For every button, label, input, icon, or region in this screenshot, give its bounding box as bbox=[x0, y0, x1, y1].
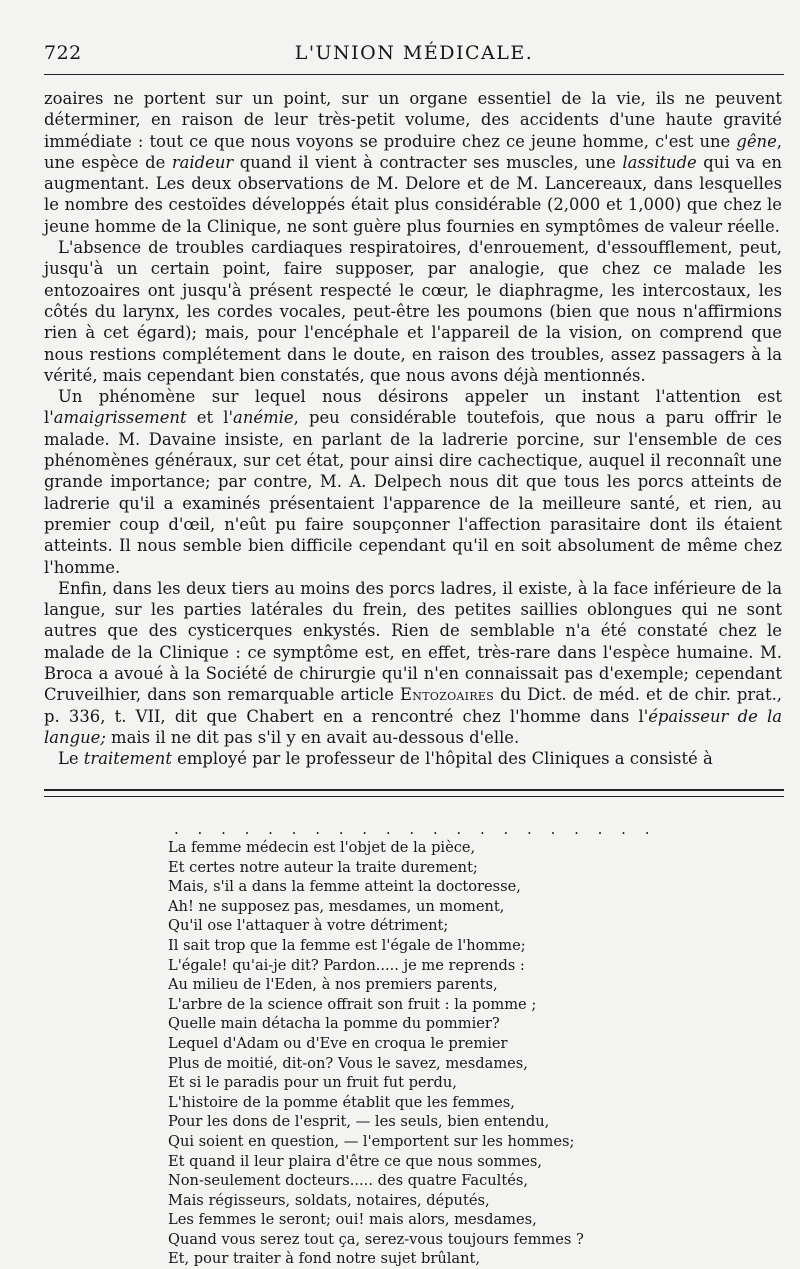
feuilleton-divider bbox=[44, 789, 784, 797]
header-rule bbox=[44, 74, 784, 75]
poem-line: Et si le paradis pour un fruit fut perdu, bbox=[168, 1074, 457, 1092]
page-header bbox=[44, 36, 784, 66]
paragraph-3: Un phénomène sur lequel nous désirons appeler un instant l'attention est l'amaigrissement et l'anémie, peu considérable toutefois, que nous a paru offrir le malade. M. Davaine insiste, en parlant de la ladrerie porcine, sur l'ensemble de ces phénomènes généraux, sur cet état, pour ainsi dire cachectique, auquel il reconnaît une grande importance; par contre, M. A. Delpech nous dit que tous les porcs atteints de ladrerie qu'il a examinés présentaient l'apparence de la meilleure santé, et rien, au premier coup d'œil, n'eût pu faire soupçonner l'affection parasitaire dont ils étaient atteints. Il nous semble bien difficile cependant qu'il en soit absolument de même chez l'homme. bbox=[44, 387, 782, 577]
poem-line: Les femmes le seront; oui! mais alors, mesdames, bbox=[168, 1211, 537, 1229]
poem-line: Et, pour traiter à fond notre sujet brûlant, bbox=[168, 1250, 481, 1268]
poem-line: Et quand il leur plaira d'être ce que nous sommes, bbox=[168, 1152, 542, 1170]
poem-line: Quelle main détacha la pomme du pommier? bbox=[168, 1015, 500, 1033]
paragraph-5: Le traitement employé par le professeur de l'hôpital des Cliniques a consisté à bbox=[58, 749, 713, 769]
poem-line: Et certes notre auteur la traite durement; bbox=[168, 858, 478, 876]
poem-line: Lequel d'Adam ou d'Eve en croqua le premier bbox=[168, 1034, 508, 1052]
poem-line: Plus de moitié, dit-on? Vous le savez, mesdames, bbox=[168, 1054, 528, 1072]
poem-line: Mais régisseurs, soldats, notaires, députés, bbox=[168, 1191, 490, 1209]
journal-page bbox=[44, 36, 784, 1268]
poem-line: L'histoire de la pomme établit que les femmes, bbox=[168, 1093, 515, 1111]
paragraph-2: L'absence de troubles cardiaques respiratoires, d'enrouement, d'essoufflement, peut, jusqu'à un certain point, faire supposer, par analogie, que chez ce malade les entozoaires ont jusqu'à présent respecté le cœur, le diaphragme, les intercostaux, les côtés du larynx, les cordes vocales, peut-être les poumons (bien que nous n'affirmions rien à cet égard); mais, pour l'encéphale et l'appareil de la vision, on comprend que nous restions complétement dans le doute, en raison des troubles, assez passagers à la vérité, mais cependant bien constatés, que nous avons déjà mentionnés. bbox=[44, 238, 782, 385]
poem-line: L'égale! qu'ai-je dit? Pardon..... je me reprends : bbox=[168, 956, 525, 974]
poem-line: La femme médecin est l'objet de la pièce, bbox=[168, 839, 476, 856]
paragraph-1: zoaires ne portent sur un point, sur un organe essentiel de la vie, ils ne peuvent déterminer, en raison de leur très-petit volume, des accidents d'une haute gravité immédiate : tout ce que nous voyons se produire chez ce jeune homme, c'est une gêne, une espèce de raideur quand il vient à contracter ses muscles, une lassitude qui va en augmentant. Les deux observations de M. Delore et de M. Lancereaux, dans lesquelles le nombre des cestoïdes développés était plus considérable (2,000 et 1,000) que chez le jeune homme de la Clinique, ne sont guère plus fournies en symptômes de valeur réelle. bbox=[44, 89, 782, 236]
article-body bbox=[44, 88, 782, 770]
poem-line: Qu'il ose l'attaquer à votre détriment; bbox=[168, 917, 449, 935]
poem-line: Pour les dons de l'esprit, — les seuls, bien entendu, bbox=[168, 1113, 550, 1131]
poem-line: Mais, s'il a dans la femme atteint la doctoresse, bbox=[168, 878, 521, 896]
poem bbox=[168, 820, 728, 1269]
poem-lines bbox=[168, 838, 728, 1269]
running-title: L'UNION MÉDICALE. bbox=[294, 42, 534, 64]
poem-line: Non-seulement docteurs..... des quatre Facultés, bbox=[168, 1172, 528, 1190]
poem-line: Au milieu de l'Eden, à nos premiers parents, bbox=[168, 976, 498, 994]
ellipsis-dots: . . . . . . . . . . . . . . . . . . . . . bbox=[174, 820, 657, 838]
page-number: 722 bbox=[44, 42, 82, 64]
paragraph-4: Enfin, dans les deux tiers au moins des porcs ladres, il existe, à la face inférieure de la langue, sur les parties latérales du frein, des petites saillies oblongues qui ne sont autres que des cysticerques enkystés. Rien de semblable n'a été constaté chez le malade de la Clinique : ce symptôme est, en effet, très-rare dans l'espèce humaine. M. Broca a avoué à la Société de chirurgie qu'il n'en connaissait pas d'exemple; cependant Cruveilhier, dans son remarquable article Entozoaires du Dict. de méd. et de chir. prat., p. 336, t. VII, dit que Chabert en a rencontré chez l'homme dans l'épaisseur de la langue; mais il ne dit pas s'il y en avait au-dessous d'elle. bbox=[44, 578, 782, 747]
poem-line: Ah! ne supposez pas, mesdames, un moment, bbox=[168, 897, 505, 915]
poem-line: Il sait trop que la femme est l'égale de l'homme; bbox=[168, 936, 526, 954]
poem-line: Quand vous serez tout ça, serez-vous toujours femmes ? bbox=[168, 1230, 584, 1248]
poem-line: L'arbre de la science offrait son fruit : la pomme ; bbox=[168, 995, 537, 1013]
poem-line: Qui soient en question, — l'emportent sur les hommes; bbox=[168, 1132, 575, 1150]
